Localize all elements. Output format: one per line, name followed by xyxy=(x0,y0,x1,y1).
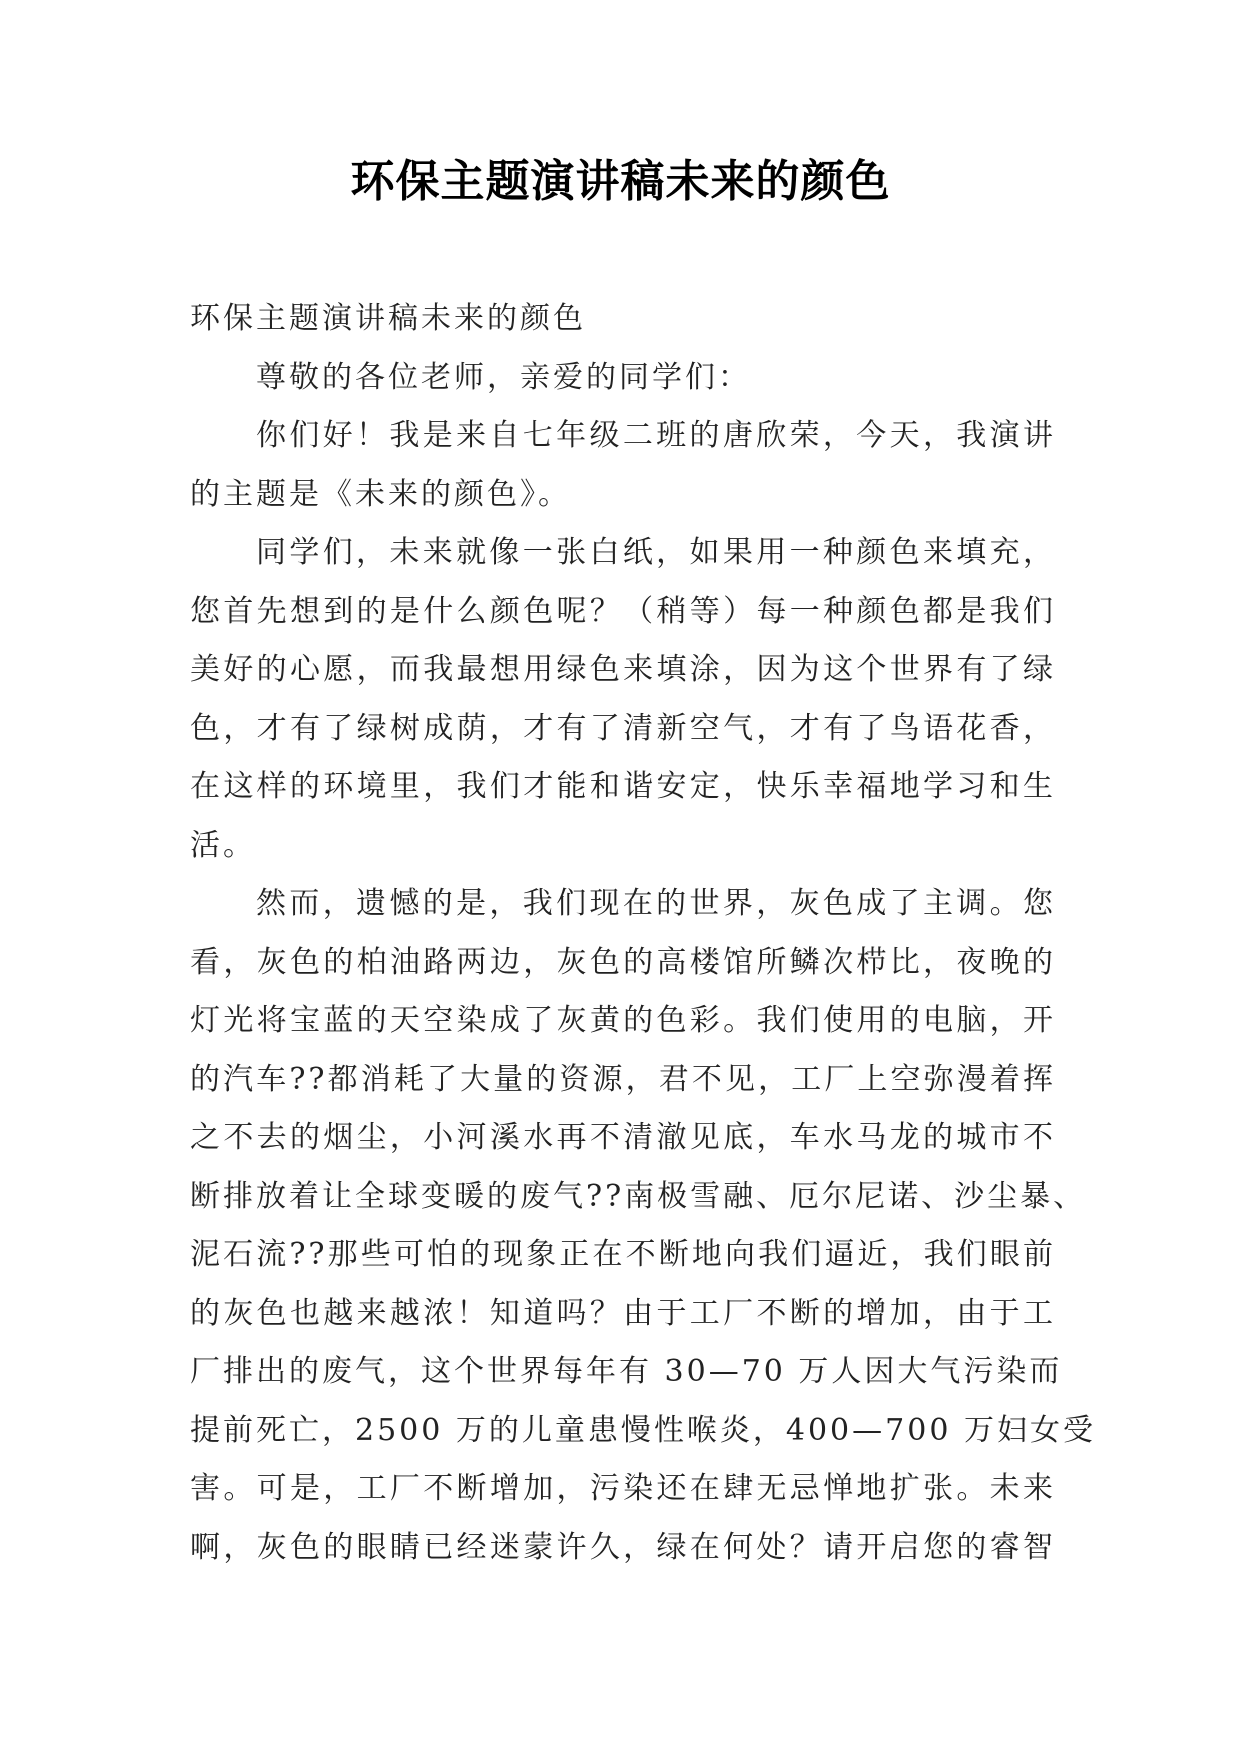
paragraph-line: 色，才有了绿树成荫，才有了清新空气，才有了鸟语花香， xyxy=(190,710,1056,746)
paragraph-line: 美好的心愿，而我最想用绿色来填涂，因为这个世界有了绿 xyxy=(190,652,1056,687)
paragraph-line: 然而，遗憾的是，我们现在的世界，灰色成了主调。您 xyxy=(256,886,1056,921)
paragraph-line: 的主题是《未来的颜色》。 xyxy=(190,476,571,512)
paragraph-line: 你们好！我是来自七年级二班的唐欣荣，今天，我演讲 xyxy=(256,418,1056,453)
paragraph-line: 的汽车??都消耗了大量的资源，君不见，工厂上空弥漫着挥 xyxy=(190,1061,1056,1097)
paragraph-line: 啊，灰色的眼睛已经迷蒙许久，绿在何处？请开启您的睿智 xyxy=(190,1529,1056,1565)
salutation-line: 尊敬的各位老师，亲爱的同学们： xyxy=(256,359,751,395)
document-title: 环保主题演讲稿未来的颜色 xyxy=(350,156,891,207)
paragraph-line: 活。 xyxy=(190,827,256,863)
paragraph-line: 断排放着让全球变暖的废气??南极雪融、厄尔尼诺、沙尘暴、 xyxy=(190,1178,1087,1214)
paragraph-line: 厂排出的废气，这个世界每年有 30—70 万人因大气污染而 xyxy=(190,1354,1063,1389)
paragraph-line: 之不去的烟尘，小河溪水再不清澈见底，车水马龙的城市不 xyxy=(190,1120,1056,1155)
paragraph-line: 的灰色也越来越浓！知道吗？由于工厂不断的增加，由于工 xyxy=(190,1295,1056,1331)
paragraph-line: 提前死亡，2500 万的儿童患慢性喉炎，400—700 万妇女受 xyxy=(190,1412,1096,1448)
paragraph-line: 您首先想到的是什么颜色呢？（稍等）每一种颜色都是我们 xyxy=(190,593,1056,629)
document-body xyxy=(190,290,1096,1577)
paragraph-line: 害。可是，工厂不断增加，污染还在肆无忌惮地扩张。未来 xyxy=(190,1471,1056,1506)
paragraph-line: 泥石流??那些可怕的现象正在不断地向我们逼近，我们眼前 xyxy=(190,1237,1056,1272)
paragraph-line: 看，灰色的柏油路两边，灰色的高楼馆所鳞次栉比，夜晚的 xyxy=(190,944,1056,980)
paragraph-line: 灯光将宝蓝的天空染成了灰黄的色彩。我们使用的电脑，开 xyxy=(190,1003,1056,1038)
paragraph-line: 在这样的环境里，我们才能和谐安定，快乐幸福地学习和生 xyxy=(190,769,1056,804)
subtitle-line: 环保主题演讲稿未来的颜色 xyxy=(190,301,586,336)
paragraph-line: 同学们，未来就像一张白纸，如果用一种颜色来填充， xyxy=(256,535,1056,570)
